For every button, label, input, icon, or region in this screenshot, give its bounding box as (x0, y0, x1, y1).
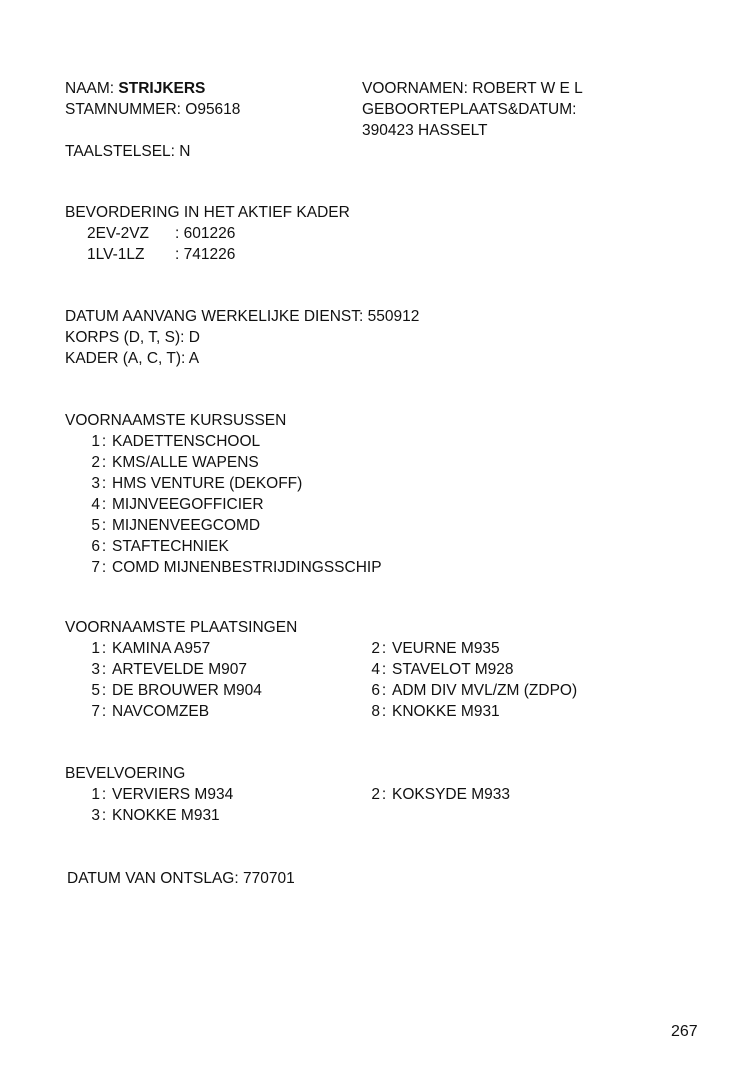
geboorte-value: 390423 HASSELT (362, 122, 488, 139)
kader: KADER (A, C, T): A (65, 350, 200, 367)
dienst-section (65, 306, 419, 369)
list-item: 5 : MIJNENVEEGCOMD (91, 517, 261, 534)
kursussen-list (65, 431, 382, 578)
plaatsingen-title: VOORNAAMSTE PLAATSINGEN (65, 619, 298, 636)
korps: KORPS (D, T, S): D (65, 329, 200, 346)
list-item: 3 : HMS VENTURE (DEKOFF) (91, 475, 303, 492)
list-item: 3 : KNOKKE M931 (91, 807, 220, 824)
plaatsingen-section (65, 617, 297, 722)
kursussen-section (65, 410, 382, 578)
bevelvoering-left (65, 784, 233, 826)
stamnummer: STAMNUMMER: O95618 (65, 101, 241, 118)
list-item: 3 : ARTEVELDE M907 (91, 661, 247, 678)
naam-label: NAAM: (65, 80, 115, 97)
list-item: 1 : VERVIERS M934 (91, 786, 234, 803)
geboorte-label: GEBOORTEPLAATS&DATUM: (362, 101, 577, 118)
rank-date: : 601226 (175, 225, 236, 242)
naam-value: STRIJKERS (118, 80, 206, 97)
bevordering-row (87, 223, 350, 244)
list-item: 2 : KMS/ALLE WAPENS (91, 454, 259, 471)
rank: 2EV-2VZ (87, 225, 150, 242)
list-item: 4 : MIJNVEEGOFFICIER (91, 496, 264, 513)
list-item: 6 : ADM DIV MVL/ZM (ZDPO) (371, 682, 578, 699)
list-item: 1 : KADETTENSCHOOL (91, 433, 261, 450)
list-item: 4 : STAVELOT M928 (371, 661, 514, 678)
bevelvoering-right (362, 784, 510, 805)
rank-date: : 741226 (175, 246, 236, 263)
bevordering-row (87, 244, 350, 265)
bevelvoering-title: BEVELVOERING (65, 765, 186, 782)
list-item: 8 : KNOKKE M931 (371, 703, 500, 720)
list-item: 5 : DE BROUWER M904 (91, 682, 262, 699)
list-item: 1 : KAMINA A957 (91, 640, 211, 657)
list-item: 6 : STAFTECHNIEK (91, 538, 229, 555)
page-number: 267 (671, 1023, 698, 1040)
header-right (362, 78, 583, 141)
list-item: 2 : KOKSYDE M933 (371, 786, 511, 803)
ontslag: DATUM VAN ONTSLAG: 770701 (67, 870, 295, 887)
dienst-aanvang: DATUM AANVANG WERKELIJKE DIENST: 550912 (65, 308, 420, 325)
list-item: 7 : NAVCOMZEB (91, 703, 210, 720)
rank: 1LV-1LZ (87, 246, 145, 263)
bevelvoering-section (65, 763, 233, 826)
list-item: 2 : VEURNE M935 (371, 640, 500, 657)
plaatsingen-right (362, 638, 577, 722)
naam-line (65, 78, 240, 99)
header-left (65, 78, 240, 162)
taalstelsel: TAALSTELSEL: N (65, 143, 191, 160)
list-item: 7 : COMD MIJNENBESTRIJDINGSSCHIP (91, 559, 382, 576)
voornamen: VOORNAMEN: ROBERT W E L (362, 80, 583, 97)
bevordering-section (65, 202, 350, 265)
plaatsingen-left (65, 638, 297, 722)
kursussen-title: VOORNAAMSTE KURSUSSEN (65, 412, 287, 429)
bevordering-title: BEVORDERING IN HET AKTIEF KADER (65, 204, 350, 221)
